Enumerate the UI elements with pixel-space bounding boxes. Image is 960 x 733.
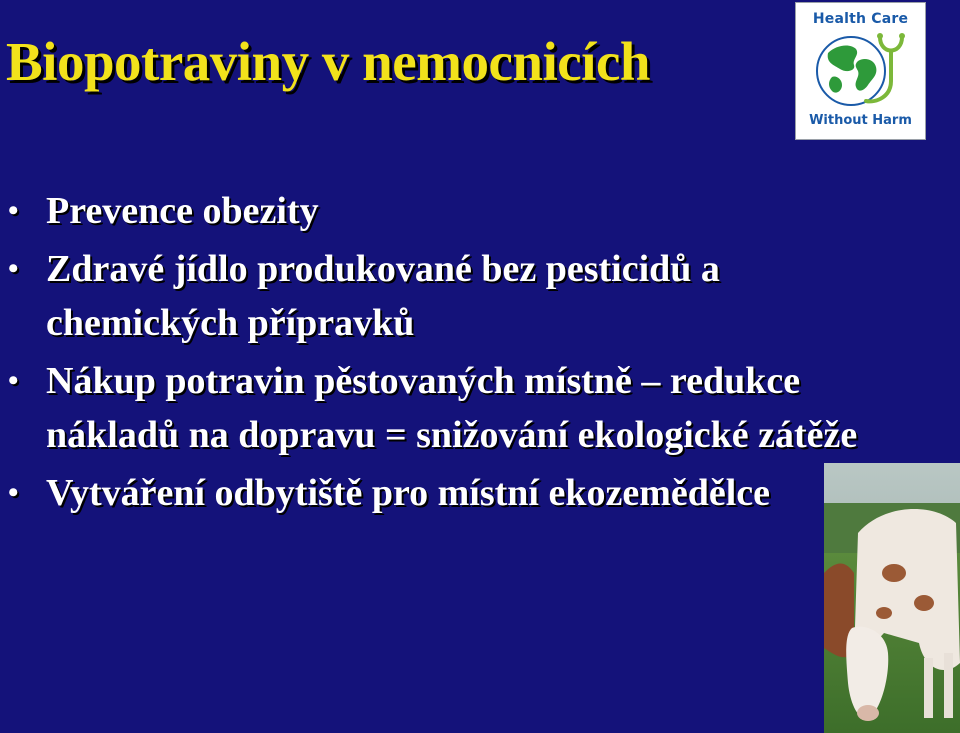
- cows-photo: [824, 463, 960, 733]
- bullet-text: Vytváření odbytiště pro místní ekozemědělce: [46, 472, 771, 514]
- bullet-item: [0, 466, 900, 520]
- bullet-item: [0, 242, 900, 350]
- bullet-dot-icon: •: [8, 194, 19, 227]
- bullet-item: [0, 184, 900, 238]
- bullet-text: Nákup potravin pěstovaných místně – redukce nákladů na dopravu = snižování ekologické zátěže: [46, 360, 858, 456]
- bullet-dot-icon: •: [8, 476, 19, 509]
- bullet-dot-icon: •: [8, 364, 19, 397]
- bullet-list: [0, 184, 900, 524]
- slide-title: Biopotraviny v nemocnicích: [6, 31, 650, 92]
- health-care-without-harm-logo: [795, 2, 926, 140]
- bullet-dot-icon: •: [8, 252, 19, 285]
- logo-line-1: Health Care: [812, 11, 909, 27]
- bullet-text: Prevence obezity: [46, 190, 319, 232]
- logo-line-2: Without Harm: [809, 113, 912, 128]
- bullet-item: [0, 354, 900, 462]
- bullet-text: Zdravé jídlo produkované bez pesticidů a chemických přípravků: [46, 248, 720, 344]
- globe-stethoscope-icon: [806, 31, 917, 111]
